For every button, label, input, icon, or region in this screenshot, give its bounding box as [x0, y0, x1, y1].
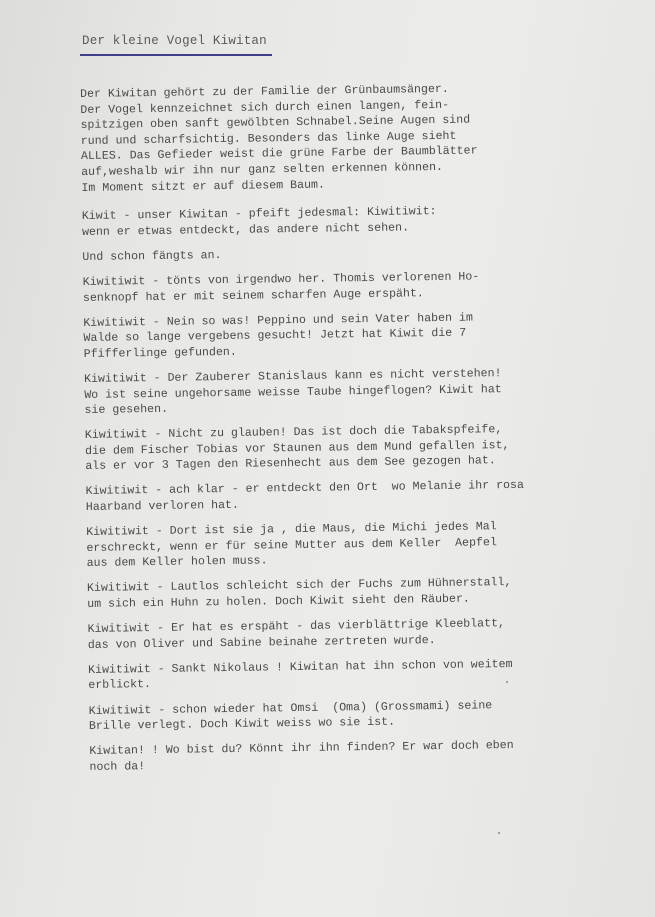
paper-speck — [498, 832, 500, 834]
paragraph-tabakspfeife: Kiwitiwit - Nicht zu glauben! Das ist doch die Tabakspfeife, die dem Fischer Tobias vor Staunen aus dem Mund gefallen ist, als er vor 3 Tagen den Riesenhecht aus dem See gezogen hat. — [84, 423, 510, 474]
paragraph-maus: Kiwitiwit - Dort ist sie ja , die Maus, die Michi jedes Mal erschreckt, wenn er für seine Mutter aus dem Keller Aepfel aus dem Keller holen muss. — [86, 520, 497, 571]
paragraph-kiwit-pfeift: Kiwit - unser Kiwitan - pfeift jedesmal: Kiwitiwit: wenn er etwas entdeckt, das andere nicht sehen. — [81, 205, 437, 239]
paragraph-pfifferlinge: Kiwitiwit - Nein so was! Peppino und sein Vater haben im Walde so lange vergebens gesucht! Jetzt hat Kiwit die 7 Pfifferlinge gefunden. — [83, 311, 473, 361]
paragraph-kleeblatt: Kiwitiwit - Er hat es erspäht - das vierblättrige Kleeblatt, das von Oliver und Sabine beinahe zertreten wurde. — [87, 617, 506, 652]
paragraph-haarband: Kiwitiwit - ach klar - er entdeckt den Ort wo Melanie ihr rosa Haarband verloren hat. — [85, 479, 525, 515]
paragraph-zauberer: Kiwitiwit - Der Zauberer Stanislaus kann es nicht verstehen! Wo ist seine ungehorsame weisse Taube hingeflogen? Kiwit hat sie gesehen. — [83, 367, 502, 418]
paper-speck — [506, 681, 508, 683]
paragraph-fuchs: Kiwitiwit - Lautlos schleicht sich der Fuchs zum Hühnerstall, um sich ein Huhn zu holen. Doch Kiwit sieht den Räuber. — [86, 576, 512, 611]
document-body — [80, 80, 590, 785]
paragraph-nikolaus: Kiwitiwit - Sankt Nikolaus ! Kiwitan hat ihn schon von weitem erblickt. — [88, 657, 513, 693]
paragraph-intro: Der Kiwitan gehört zu der Familie der Grünbaumsänger. Der Vogel kennzeichnet sich durch einen langen, fein- spitzigen oben sanft gewölbten Schnabel.Seine Augen sind rund und scharfsichtig. Besonders das linke Auge sieht ALLES. Das Gefieder weist die grüne Farbe der Baumblätter auf,weshalb wir ihn nur ganz selten erkennen können. Im Moment sitzt er auf diesem Baum. — [80, 82, 478, 195]
paragraph-brille: Kiwitiwit - schon wieder hat Omsi (Oma) (Grossmami) seine Brille verlegt. Doch Kiwit weiss wo sie ist. — [88, 698, 493, 734]
paragraph-und-schon: Und schon fängts an. — [82, 248, 222, 264]
paragraph-wo-bist-du: Kiwitan! ! Wo bist du? Könnt ihr ihn finden? Er war doch eben noch da! — [89, 739, 514, 774]
document-title: Der kleine Vogel Kiwitan — [82, 34, 267, 48]
title-underline — [80, 54, 272, 56]
paragraph-hosenknopf: Kiwitiwit - tönts von irgendwo her. Thomis verlorenen Ho- senknopf hat er mit seinem scharfen Auge erspäht. — [82, 270, 480, 305]
